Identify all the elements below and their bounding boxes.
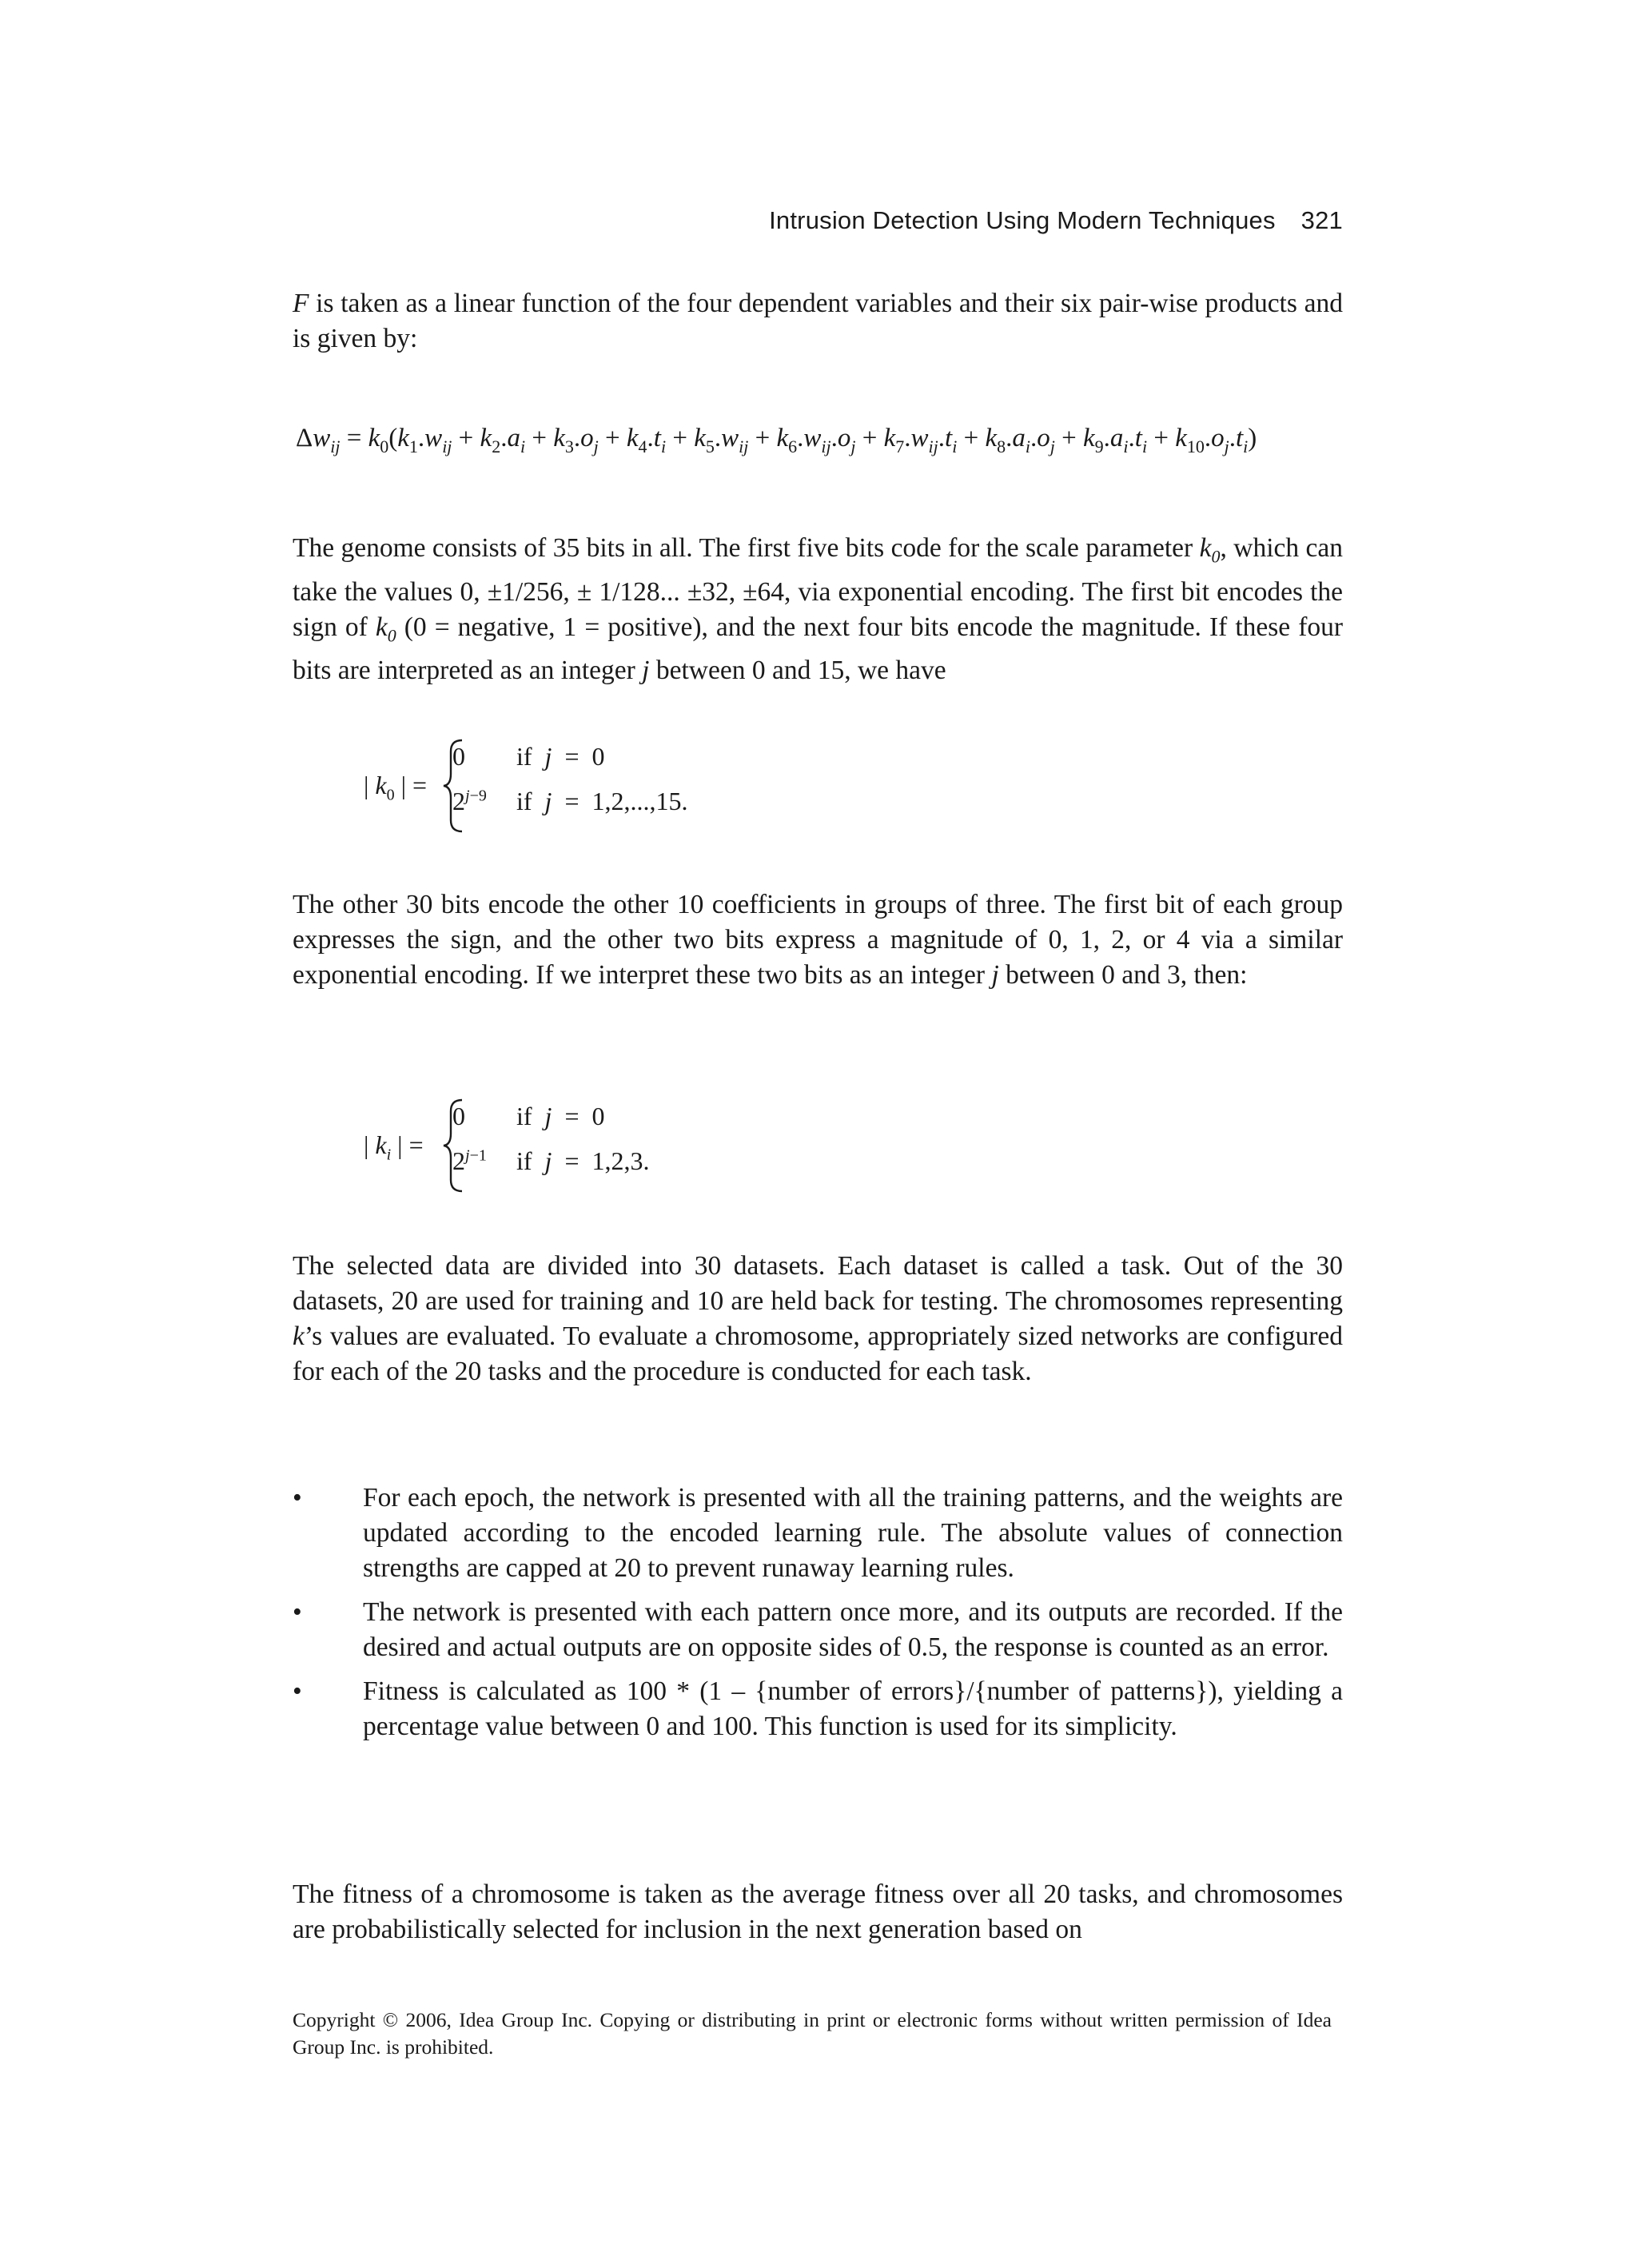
main-equation: $\Delta w_{ij} = k_0(k_1.w_{ij} + k_2.a_i + k_3.o_j + k_4.t_i + k_5.w_{ij} + k_6.w_{ij}.o_j + k_7.w_{ij}.t_i + k_8.a_i.o_j + k_9.a_i.t_i + k_{10}.o_j.t_i)$ [296, 424, 1257, 456]
j-var: j [642, 656, 650, 686]
intro-text: is taken as a linear function of the four dependent variables and their six pair-wise products and is given by: [293, 289, 1343, 353]
running-header [769, 206, 1343, 235]
intro-variable: F [293, 289, 309, 318]
bullet: • [293, 1483, 302, 1513]
fitness-paragraph [293, 1877, 1343, 1947]
genome-text-c: (0 = negative, 1 = positive), and the next four bits encode the magnitude. If these four bits are interpreted as an integer [293, 612, 1344, 686]
list-item: • Fitness is calculated as 100 * (1 – {number of errors}/{number of patterns}), yielding a percentage value between 0 and 100. This function is used for its simplicity. [293, 1674, 1343, 1744]
list-item: • The network is presented with each pattern once more, and its outputs are recorded. If the desired and actual outputs are on opposite sides of 0.5, the response is counted as an error. [293, 1595, 1343, 1665]
ki-case1-value: 0 [452, 1102, 465, 1130]
data-text-b: ’s values are evaluated. To evaluate a chromosome, appropriately sized networks are configured for each of the 20 tasks and the procedure is conducted for each task. [293, 1321, 1343, 1386]
genome-text-a: The genome consists of 35 bits in all. The first five bits code for the scale parameter [293, 533, 1200, 563]
k0-case1-value: 0 [452, 742, 465, 771]
ki-case2-value: $2^{j-1}$ [452, 1146, 487, 1175]
j-var-2: j [991, 960, 999, 990]
k0-case2-condition: if j = 1,2,...,15. [516, 787, 688, 815]
bullet: • [293, 1597, 302, 1627]
other-text-a: The other 30 bits encode the other 10 coefficients in groups of three. The first bit of each group expresses the sign, and the other two bits express a magnitude of 0, 1, 2, or 4 via a similar exponential encoding. If we interpret these two bits as an integer [293, 890, 1343, 990]
list-item: • For each epoch, the network is presented with all the training patterns, and the weights are updated according to the encoded learning rule. The absolute values of connection strengths are capped at 20 to prevent runaway learning rules. [293, 1481, 1343, 1586]
k0-case2-value: $2^{j-9}$ [452, 787, 487, 815]
bullet: • [293, 1676, 302, 1706]
ki-lhs: | $k_i$ | = [364, 1130, 424, 1164]
fitness-text: The fitness of a chromosome is taken as the average fitness over all 20 tasks, and chromosomes are probabilistically selected for inclusion in the next generation based on [293, 1879, 1343, 1944]
k0-lhs: | $k_0$ | = [364, 771, 428, 804]
k0-var: k [1199, 533, 1212, 563]
procedure-list [293, 1481, 1343, 1753]
k0-case1-condition: if j = 0 [516, 742, 605, 771]
genome-paragraph: The genome consists of 35 bits in all. The first five bits code for the scale parameter $k_0$, which can take the values 0, ±1/256, ± 1/128... ±32, ±64, via exponential encoding. The first bit encodes the sign of $k_0$ (0 = negative, 1 = positive), and the next four bits encode the magnitude. If these four bits are interpreted as an integer j between 0 and 15, we have [293, 533, 1344, 686]
genome-text-d: between 0 and 15, we have [649, 656, 946, 686]
ki-case1-condition: if j = 0 [516, 1102, 605, 1130]
data-text-a: The selected data are divided into 30 datasets. Each dataset is called a task. Out of the 30 datasets, 20 are used for training and 10 are held back for testing. The chromosomes representing [293, 1251, 1343, 1316]
k0-sub: 0 [1211, 546, 1221, 567]
genome-text-b: , which can take the values 0, ±1/256, ± 1/128... ±32, ±64, via exponential encoding. The first bit encodes the sign of [293, 533, 1343, 642]
dataset-paragraph [293, 1249, 1343, 1389]
copyright-footer: Copyright © 2006, Idea Group Inc. Copying or distributing in print or electronic forms without written permission of Idea Group Inc. is prohibited. [293, 2008, 1332, 2059]
other-bits-paragraph [293, 887, 1343, 993]
page-number: 321 [1300, 206, 1343, 234]
k-var: k [293, 1321, 305, 1351]
header-title: Intrusion Detection Using Modern Techniques [769, 206, 1276, 234]
ki-case2-condition: if j = 1,2,3. [516, 1146, 650, 1175]
other-text-b: between 0 and 3, then: [998, 960, 1248, 990]
intro-paragraph [293, 286, 1343, 357]
